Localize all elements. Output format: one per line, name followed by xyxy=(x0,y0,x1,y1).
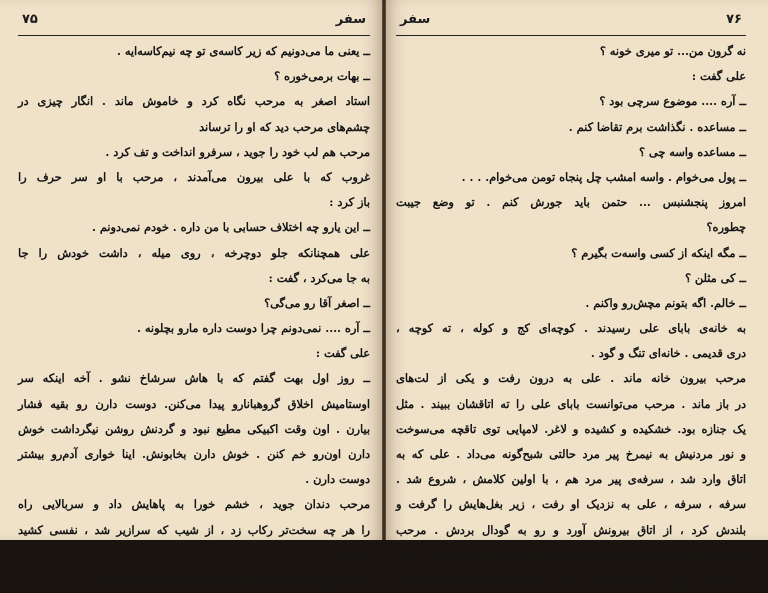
text-line: ــ یعنی ما می‌دونیم که زیر کاسه‌ی تو چه نیم‌کاسه‌ایه . xyxy=(116,44,370,58)
right-page-header xyxy=(396,12,746,36)
text-line: علی گفت : xyxy=(315,346,370,361)
text-line: سرفه ، سرفه ، علی به نزدیک او رفت ، زیر بغل‌هایش را گرفت و xyxy=(396,497,746,512)
text-line: به خانه‌ی بابای علی رسیدند . کوچه‌ای کج و کوله ، ته کوچه ، xyxy=(396,321,746,336)
right-page xyxy=(384,0,768,587)
text-line: یک جنازه بود. خشکیده و کشیده و لاغر. لامپایی توی تاقچه می‌سوخت xyxy=(396,421,746,436)
book-gutter xyxy=(382,0,386,540)
left-page-body xyxy=(18,39,370,593)
text-line: در سوک دیوار ، منتظر ایستاد . همین دم خاله‌ی علی از دور آمد . xyxy=(396,572,746,587)
text-line: دوست دارن . xyxy=(305,472,370,487)
text-line: دارن اون‌رو خم کنن . خوش دارن بخابونش. اینا خواری آدم‌رو بیشتر xyxy=(18,447,370,461)
text-line: ــ اما ارواح ننش . او چیزی رو که باید خم کنه کمر خودشه . xyxy=(89,572,370,587)
text-line: در باز ماند . مرحب می‌توانست بابای علی را ته اتاقشان ببیند . مثل xyxy=(396,396,746,411)
text-line: ــ اصغر آقا رو می‌گی؟ xyxy=(264,295,370,310)
text-line: مرحب بیرون خانه ماند . علی به درون رفت و یکی از لت‌های xyxy=(396,371,746,386)
text-line: بیارن . اون وقت اکبیکی مطیع نبود و گردنش روشن نیگرداشت خوش xyxy=(18,421,370,436)
text-line: اتاق وارد شد ، سرفه‌ی پیر مرد هم ، با اولین کلامش ، شروع شد . xyxy=(396,472,746,487)
text-line: ــ مساعده . نگذاشت برم تقاضا کنم . xyxy=(568,119,746,134)
text-line: علی همچنانکه جلو دوچرخه ، روی میله ، داشت خودش را جا xyxy=(18,245,370,260)
text-line: ــ بهات برمی‌خوره ؟ xyxy=(274,69,370,84)
text-line: به جا می‌کرد ، گفت : xyxy=(268,270,370,285)
text-line: و نور مردنیش به نیمرخ پیر مرد حالتی شبح‌گونه می‌داد . علی که به xyxy=(396,447,746,461)
left-page-number: ۷۵ xyxy=(22,12,38,27)
text-line: ــ این یارو چه اختلاف حسابی با من داره . خودم نمی‌دونم . xyxy=(91,220,370,235)
text-line: بلندش کرد ، از اتاق بیرونش آورد و رو به گودال بردش . مرحب xyxy=(396,522,746,537)
text-line: اوستامیش اخلاق گروهبانارو پیدا می‌کنن. دوست دارن رو بقیه فشار xyxy=(18,396,370,411)
text-line: رویش را برگرداند و سر دوچرخه را گرداند و رو به در کوچه رفت و آنجا، xyxy=(396,547,746,562)
text-line: نه گرون من... تو میری خونه ؟ xyxy=(599,44,746,58)
text-line: ــ خالم. اگه بتونم مچش‌رو واکنم . xyxy=(585,295,746,310)
text-line: باز کرد : xyxy=(329,195,370,210)
left-running-head: سفر xyxy=(335,12,366,27)
right-running-head: سفر xyxy=(400,12,431,27)
text-line: ــ روز اول بهت گفتم که با هاش سرشاخ نشو . آخه اینکه سر xyxy=(18,371,370,386)
left-page xyxy=(0,0,384,587)
text-line: مرحب دندان جوید ، خشم خورا به پاهایش داد و سربالایی راه xyxy=(18,497,370,512)
text-line: و گفت : xyxy=(330,547,370,562)
text-line: چطوره؟ xyxy=(706,220,746,235)
text-line: دری قدیمی . خانه‌ای تنگ و گود . xyxy=(590,346,746,361)
right-page-number: ۷۶ xyxy=(726,12,742,27)
text-line: ــ کی مثلن ؟ xyxy=(684,270,746,285)
text-line: ــ پول می‌خوام . واسه امشب چل پنجاه تومن می‌خوام. . . . xyxy=(461,169,746,184)
text-line: علی گفت : xyxy=(691,69,746,84)
text-line: ــ آره .... موضوع سرچی بود ؟ xyxy=(599,94,746,109)
text-line: ــ آره .... نمی‌دونم چرا دوست داره مارو بچلونه . xyxy=(137,321,370,336)
text-line: چشم‌های مرحب دید که او را ترساند xyxy=(199,119,370,134)
text-line: ــ مساعده واسه چی ؟ xyxy=(638,144,746,159)
text-line: مرحب هم لب خود را جوید ، سرفرو انداخت و تف کرد . xyxy=(105,144,370,159)
text-line: غروب که با علی بیرون می‌آمدند ، مرحب با او سر حرف را xyxy=(18,169,370,184)
right-page-body xyxy=(396,39,746,593)
text-line: را هر چه سخت‌تر رکاب زد ، از شیب که سرازیر شد ، نفسی کشید xyxy=(18,522,370,537)
text-line: ــ مگه اینکه از کسی واسه‌ت بگیرم ؟ xyxy=(571,245,746,260)
left-page-header xyxy=(18,12,370,36)
text-line: امروز پنجشنبس ... حتمن باید جورش کنم . تو وضع جیبت xyxy=(396,195,746,210)
text-line: استاد اصغر به مرحب نگاه کرد و خاموش ماند . انگار چیزی در xyxy=(18,94,370,109)
